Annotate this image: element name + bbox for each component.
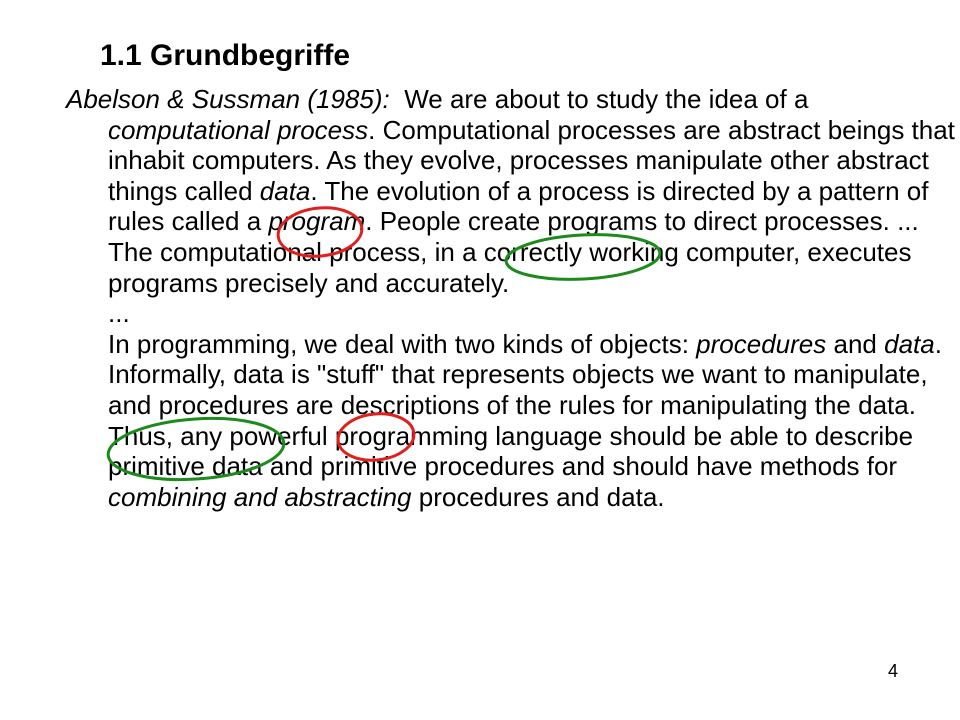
quote-body <box>66 84 960 512</box>
quote-text-2: . The evolution of a process is directed by a pattern of rules called a <box>108 175 929 237</box>
slide-title: 1.1 Grundbegriffe <box>100 39 351 72</box>
term-combining-abstracting: combining and abstracting <box>108 481 412 512</box>
quote-paragraph-1 <box>66 84 960 298</box>
citation: Abelson & Sussman (1985): <box>66 84 390 114</box>
quote-text-1: . Computational processes are abstract beings that inhabit computers. As they evolve, processes manipulate other abstract things called <box>108 114 955 206</box>
page-number: 4 <box>888 661 899 681</box>
term-data: data <box>259 175 311 206</box>
quote-ellipsis: ... <box>108 298 130 329</box>
term-data-2: data <box>884 328 935 359</box>
quote-p2-and: and <box>833 328 877 359</box>
quote-paragraph-2 <box>108 329 960 513</box>
quote-p2-lead: In programming, we deal with two kinds of objects: <box>108 328 689 359</box>
quote-lead: We are about to study the idea of a <box>404 84 809 114</box>
quote-p2-text: . Informally, data is "stuff" that represents objects we want to manipulate, and procedures are descriptions of the rules for manipulating the data. Thus, any powerful programming language should be able to describe primitive data and primitive procedures and should have methods for <box>108 328 942 482</box>
term-program: program <box>268 206 366 237</box>
quote-text-3: . People create programs to direct processes. ... The computational process, in a correctly working computer, executes programs precisely and accurately. <box>108 206 919 298</box>
term-procedures: procedures <box>696 328 827 359</box>
term-computational-process: computational process <box>108 114 369 145</box>
quote-p2-end: procedures and data. <box>418 481 665 512</box>
